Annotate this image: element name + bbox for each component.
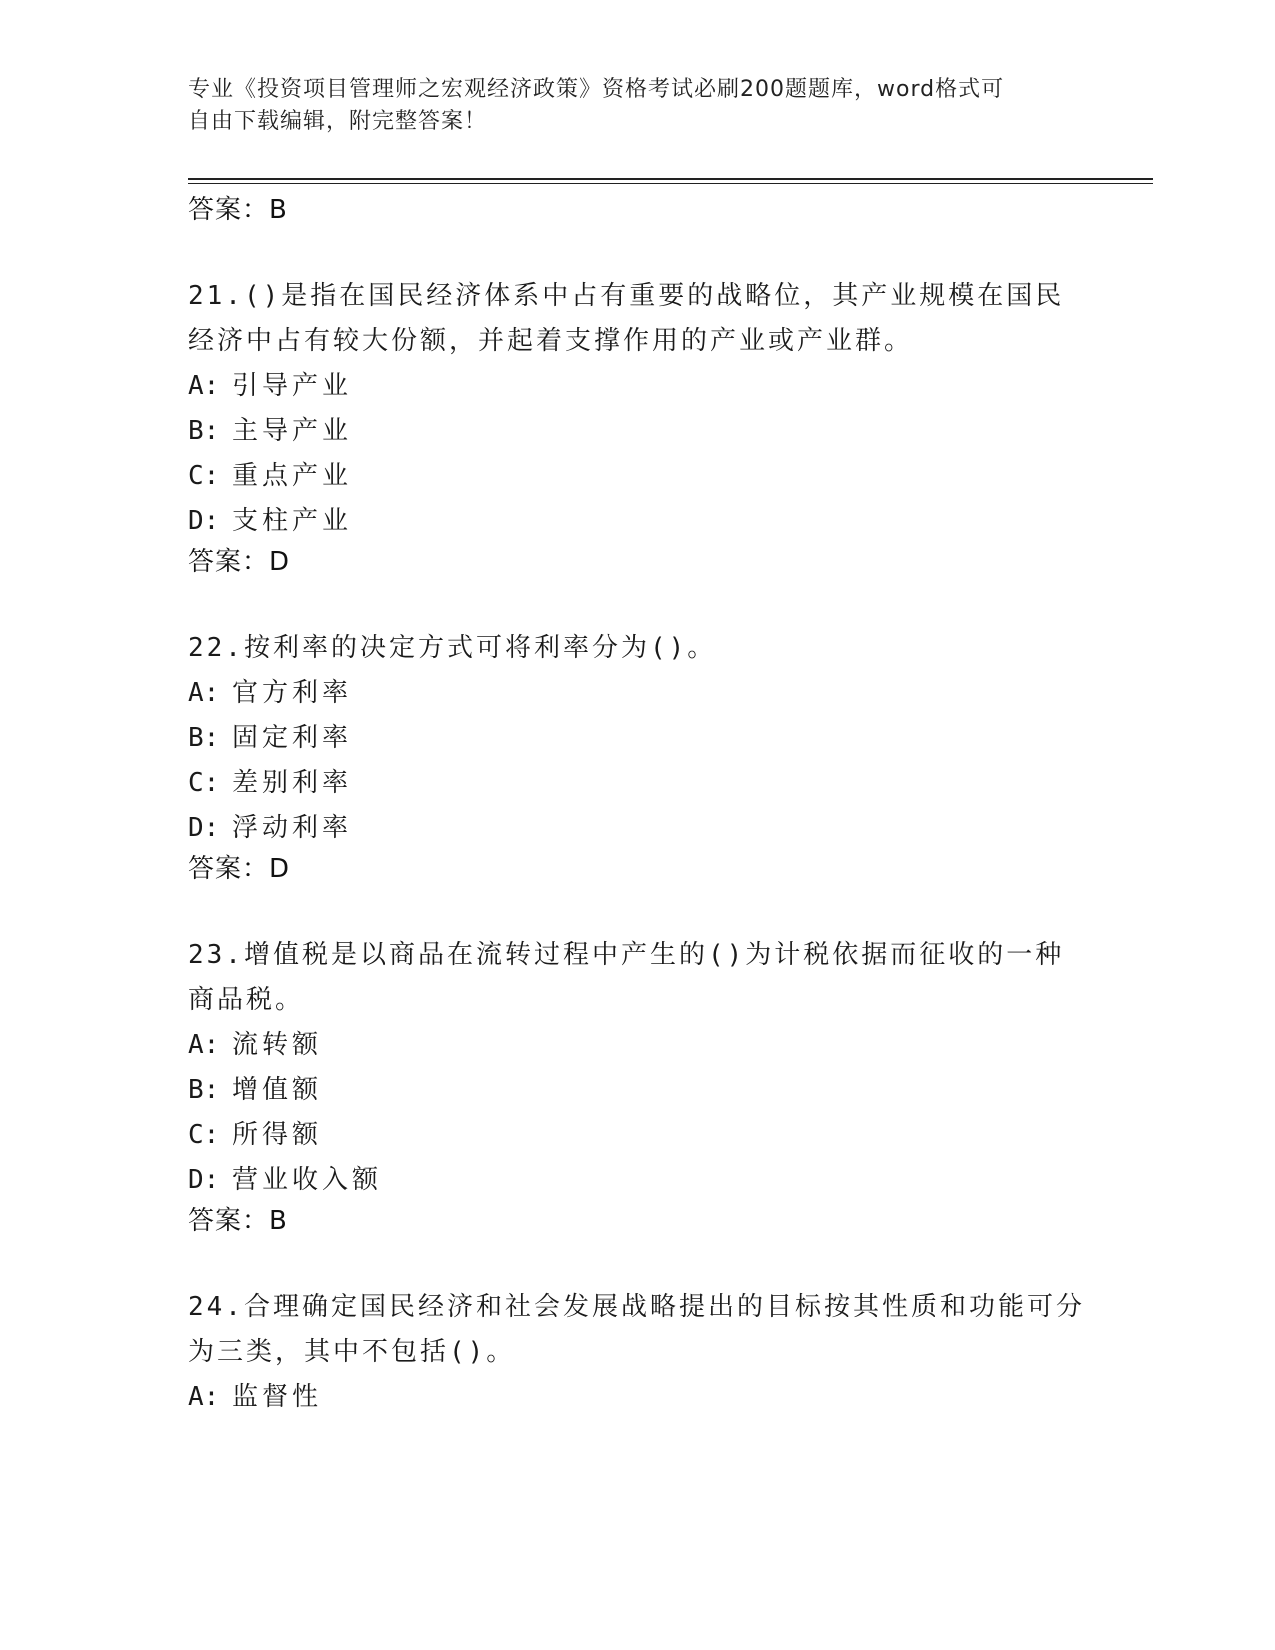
- answer-value: D: [269, 547, 291, 577]
- question-21: [188, 274, 1088, 582]
- spacer: [188, 230, 1088, 274]
- option-c: [188, 761, 1088, 806]
- question-text: 22.按利率的决定方式可将利率分为()。: [188, 633, 717, 663]
- answer-label: 答案：: [188, 854, 270, 884]
- option-key: A:: [188, 1382, 220, 1412]
- option-text: 固定利率: [232, 723, 353, 753]
- option-c: [188, 1113, 1088, 1158]
- option-key: B:: [188, 723, 220, 753]
- option-key: D:: [188, 1165, 220, 1195]
- option-text: 浮动利率: [232, 813, 353, 843]
- answer-20: [188, 192, 1088, 230]
- option-d: [188, 806, 1088, 851]
- question-text: 21.()是指在国民经济体系中占有重要的战略位，其产业规模在国民经济中占有较大份额，并起着支撑作用的产业或产业群。: [188, 281, 1065, 356]
- option-text: 增值额: [232, 1075, 323, 1105]
- answer-label: 答案：: [188, 547, 270, 577]
- answer-21: [188, 544, 1088, 582]
- option-key: C:: [188, 1120, 220, 1150]
- option-key: C:: [188, 461, 220, 491]
- option-text: 引导产业: [232, 371, 353, 401]
- option-b: [188, 716, 1088, 761]
- option-b: [188, 1068, 1088, 1113]
- option-key: D:: [188, 813, 220, 843]
- answer-label: 答案：: [188, 195, 270, 225]
- option-text: 支柱产业: [232, 506, 353, 536]
- option-text: 重点产业: [232, 461, 353, 491]
- question-list: [188, 192, 1088, 1420]
- option-key: A:: [188, 371, 220, 401]
- option-a: [188, 1375, 1088, 1420]
- option-a: [188, 671, 1088, 716]
- answer-label: 答案：: [188, 1206, 270, 1236]
- option-text: 营业收入额: [232, 1165, 383, 1195]
- header-line-2: 自由下载编辑，附完整答案！: [188, 109, 488, 134]
- spacer: [188, 1241, 1088, 1285]
- spacer: [188, 889, 1088, 933]
- option-key: C:: [188, 768, 220, 798]
- option-text: 官方利率: [232, 678, 353, 708]
- header-divider: [188, 178, 1153, 180]
- option-text: 差别利率: [232, 768, 353, 798]
- option-b: [188, 409, 1088, 454]
- option-key: D:: [188, 506, 220, 536]
- option-key: A:: [188, 1030, 220, 1060]
- question-text: 24.合理确定国民经济和社会发展战略提出的目标按其性质和功能可分为三类，其中不包括()。: [188, 1292, 1085, 1367]
- question-23: [188, 933, 1088, 1241]
- spacer: [188, 582, 1088, 626]
- header-line-1: 专业《投资项目管理师之宏观经济政策》资格考试必刷200题题库，word格式可: [188, 77, 1005, 102]
- option-text: 监督性: [232, 1382, 323, 1412]
- option-a: [188, 364, 1088, 409]
- option-c: [188, 454, 1088, 499]
- page-header: [188, 74, 1088, 138]
- question-text: 23.增值税是以商品在流转过程中产生的()为计税依据而征收的一种商品税。: [188, 940, 1065, 1015]
- option-key: B:: [188, 416, 220, 446]
- option-d: [188, 499, 1088, 544]
- option-text: 主导产业: [232, 416, 353, 446]
- header-divider-thin: [188, 183, 1153, 184]
- option-key: A:: [188, 678, 220, 708]
- question-22: [188, 626, 1088, 889]
- answer-23: [188, 1203, 1088, 1241]
- option-d: [188, 1158, 1088, 1203]
- answer-value: B: [269, 1206, 288, 1236]
- question-24: [188, 1285, 1088, 1420]
- answer-22: [188, 851, 1088, 889]
- option-text: 流转额: [232, 1030, 323, 1060]
- answer-value: B: [269, 195, 288, 225]
- option-a: [188, 1023, 1088, 1068]
- option-key: B:: [188, 1075, 220, 1105]
- answer-value: D: [269, 854, 291, 884]
- option-text: 所得额: [232, 1120, 323, 1150]
